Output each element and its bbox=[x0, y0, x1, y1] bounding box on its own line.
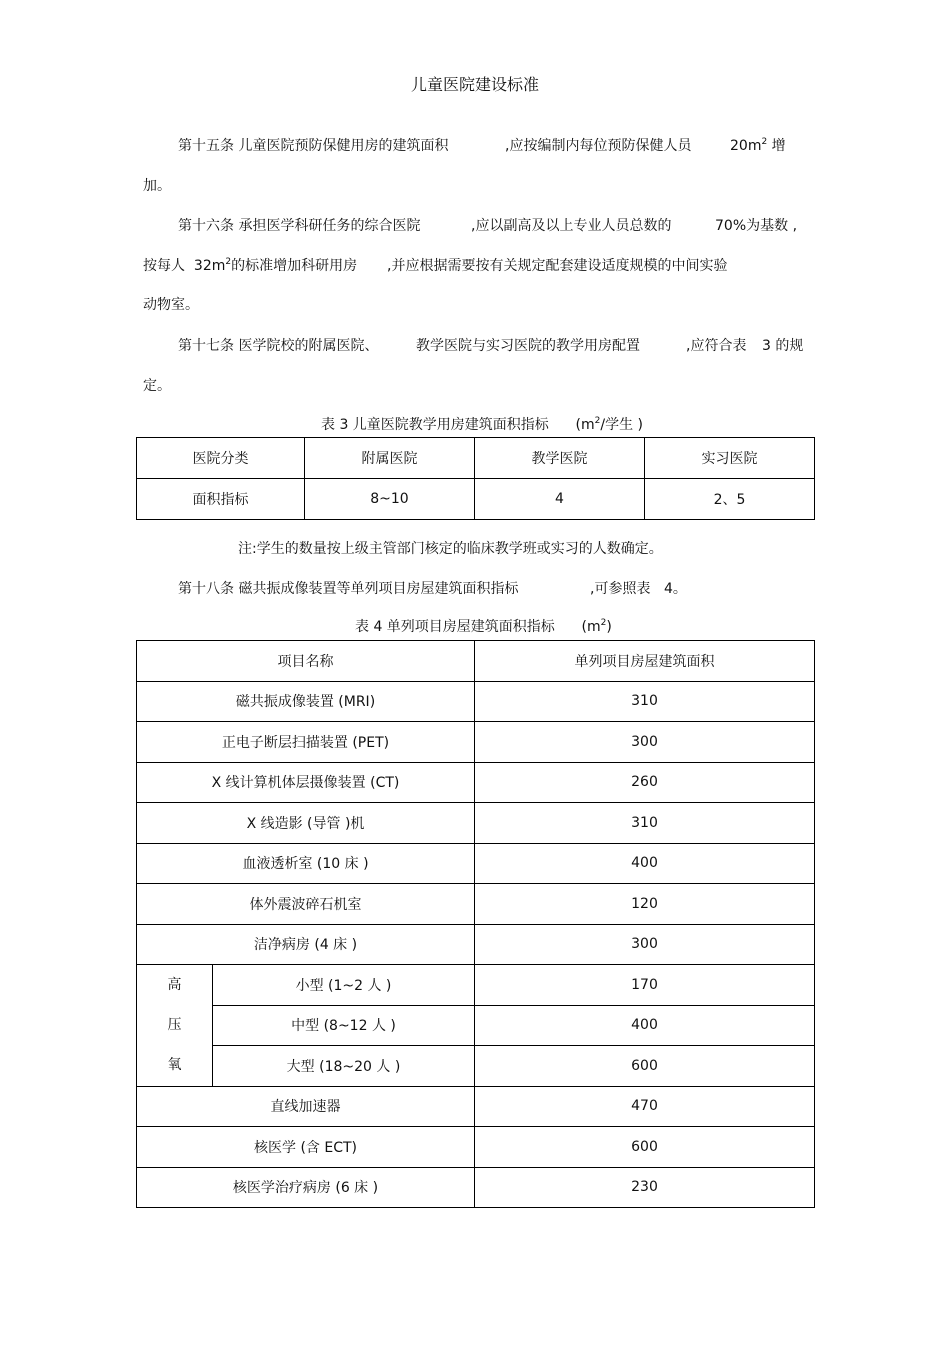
item-name: 洁净病房 (4 床 ) bbox=[137, 924, 475, 965]
table-row bbox=[137, 1086, 815, 1127]
item-value: 260 bbox=[475, 762, 815, 803]
item-name: 正电子断层扫描装置 (PET) bbox=[137, 722, 475, 763]
art16-text-b: ,应以副高及以上专业人员总数的 bbox=[471, 218, 672, 234]
item-name: 血液透析室 (10 床 ) bbox=[137, 843, 475, 884]
art18-text-c: 4。 bbox=[664, 581, 687, 597]
item-value: 170 bbox=[475, 965, 815, 1006]
art18-text-b: ,可参照表 bbox=[590, 581, 651, 597]
table3-cell: 8~10 bbox=[305, 479, 475, 520]
table3-caption bbox=[321, 414, 643, 434]
group-label bbox=[137, 965, 213, 1087]
table3-caption-unit: (m bbox=[575, 417, 595, 433]
table4-caption-unit: (m bbox=[581, 619, 601, 635]
art16-line2 bbox=[143, 255, 357, 275]
item-name: 大型 (18~20 人 ) bbox=[213, 1046, 475, 1087]
art16-text-a: 第十六条 承担医学科研任务的综合医院 bbox=[178, 218, 421, 234]
table-row bbox=[137, 965, 815, 1006]
item-value: 300 bbox=[475, 924, 815, 965]
item-value: 120 bbox=[475, 884, 815, 925]
table4 bbox=[136, 640, 815, 1208]
art15-area: 20m bbox=[730, 138, 762, 154]
item-value: 230 bbox=[475, 1167, 815, 1208]
table3-caption-unit-end: /学生 ) bbox=[600, 417, 643, 433]
table4-header-cell: 单列项目房屋建筑面积 bbox=[475, 641, 815, 682]
table-row bbox=[137, 1005, 815, 1046]
item-value: 600 bbox=[475, 1127, 815, 1168]
art15-line2: 加。 bbox=[143, 178, 171, 194]
table3-note: 注:学生的数量按上级主管部门核定的临床教学班或实习的人数确定。 bbox=[238, 541, 663, 557]
table-row bbox=[137, 803, 815, 844]
table-row bbox=[137, 681, 815, 722]
table3-cell: 4 bbox=[475, 479, 645, 520]
item-value: 400 bbox=[475, 1005, 815, 1046]
item-name: 体外震波碎石机室 bbox=[137, 884, 475, 925]
art16-area: 32m bbox=[193, 258, 226, 274]
art16-text-d: 按每人 bbox=[143, 258, 185, 274]
art15-sup: 2 bbox=[761, 137, 768, 147]
item-value: 300 bbox=[475, 722, 815, 763]
art15-line1 bbox=[178, 135, 448, 155]
item-value: 470 bbox=[475, 1086, 815, 1127]
art17-text-c: ,应符合表 bbox=[686, 338, 747, 354]
table3-cell: 面积指标 bbox=[137, 479, 305, 520]
table-row bbox=[137, 1167, 815, 1208]
art17-text-a: 第十七条 医学院校的附属医院、 bbox=[178, 338, 379, 354]
item-value: 600 bbox=[475, 1046, 815, 1087]
item-name: 核医学 (含 ECT) bbox=[137, 1127, 475, 1168]
art16-text-e: 的标准增加科研用房 bbox=[231, 258, 358, 274]
art17-line2: 定。 bbox=[143, 378, 171, 394]
art17-text-b: 教学医院与实习医院的教学用房配置 bbox=[416, 338, 640, 354]
item-name: 磁共振成像装置 (MRI) bbox=[137, 681, 475, 722]
table4-caption-sup: 2 bbox=[600, 618, 607, 628]
item-name: 核医学治疗病房 (6 床 ) bbox=[137, 1167, 475, 1208]
art16-text-f: ,并应根据需要按有关规定配套建设适度规模的中间实验 bbox=[387, 258, 728, 274]
art16-text-c: 70%为基数 , bbox=[715, 218, 798, 234]
group-label-char: 压 bbox=[167, 1017, 182, 1034]
table-row bbox=[137, 843, 815, 884]
table-row bbox=[137, 762, 815, 803]
table-row bbox=[137, 884, 815, 925]
item-value: 400 bbox=[475, 843, 815, 884]
table3-cell: 2、5 bbox=[645, 479, 815, 520]
item-value: 310 bbox=[475, 803, 815, 844]
table4-caption-text: 表 4 单列项目房屋建筑面积指标 bbox=[355, 619, 555, 635]
table-row bbox=[137, 1127, 815, 1168]
art15-text-b: ,应按编制内每位预防保健人员 bbox=[505, 138, 692, 154]
item-value: 310 bbox=[475, 681, 815, 722]
table3-row bbox=[137, 479, 815, 520]
art15-text-c bbox=[730, 135, 786, 155]
table-row bbox=[137, 722, 815, 763]
table4-caption bbox=[355, 616, 612, 636]
table3-caption-text: 表 3 儿童医院教学用房建筑面积指标 bbox=[321, 417, 549, 433]
art16-line3: 动物室。 bbox=[143, 297, 199, 313]
table-row bbox=[137, 1046, 815, 1087]
table3 bbox=[136, 437, 815, 520]
art15-text-d: 增 bbox=[771, 138, 786, 154]
table-row bbox=[137, 924, 815, 965]
item-name: 小型 (1~2 人 ) bbox=[213, 965, 475, 1006]
table3-header-cell: 医院分类 bbox=[137, 438, 305, 479]
item-name: X 线计算机体层摄像装置 (CT) bbox=[137, 762, 475, 803]
table3-header-cell: 教学医院 bbox=[475, 438, 645, 479]
table3-caption-sup: 2 bbox=[594, 416, 601, 426]
item-name: 中型 (8~12 人 ) bbox=[213, 1005, 475, 1046]
table3-header-cell: 实习医院 bbox=[645, 438, 815, 479]
art18-text-a: 第十八条 磁共振成像装置等单列项目房屋建筑面积指标 bbox=[178, 581, 519, 597]
art17-text-d: 3 的规 bbox=[762, 338, 804, 354]
table3-header-cell: 附属医院 bbox=[305, 438, 475, 479]
group-label-char: 高 bbox=[167, 977, 182, 994]
table4-header-cell: 项目名称 bbox=[137, 641, 475, 682]
item-name: X 线造影 (导管 )机 bbox=[137, 803, 475, 844]
art15-text-a: 第十五条 儿童医院预防保健用房的建筑面积 bbox=[178, 138, 449, 154]
group-label-char: 氧 bbox=[167, 1057, 182, 1074]
art16-sup: 2 bbox=[225, 257, 232, 267]
item-name: 直线加速器 bbox=[137, 1086, 475, 1127]
table3-header-row bbox=[137, 438, 815, 479]
table4-header-row bbox=[137, 641, 815, 682]
table4-caption-unit-end: ) bbox=[606, 619, 612, 635]
page-title: 儿童医院建设标准 bbox=[410, 75, 539, 94]
